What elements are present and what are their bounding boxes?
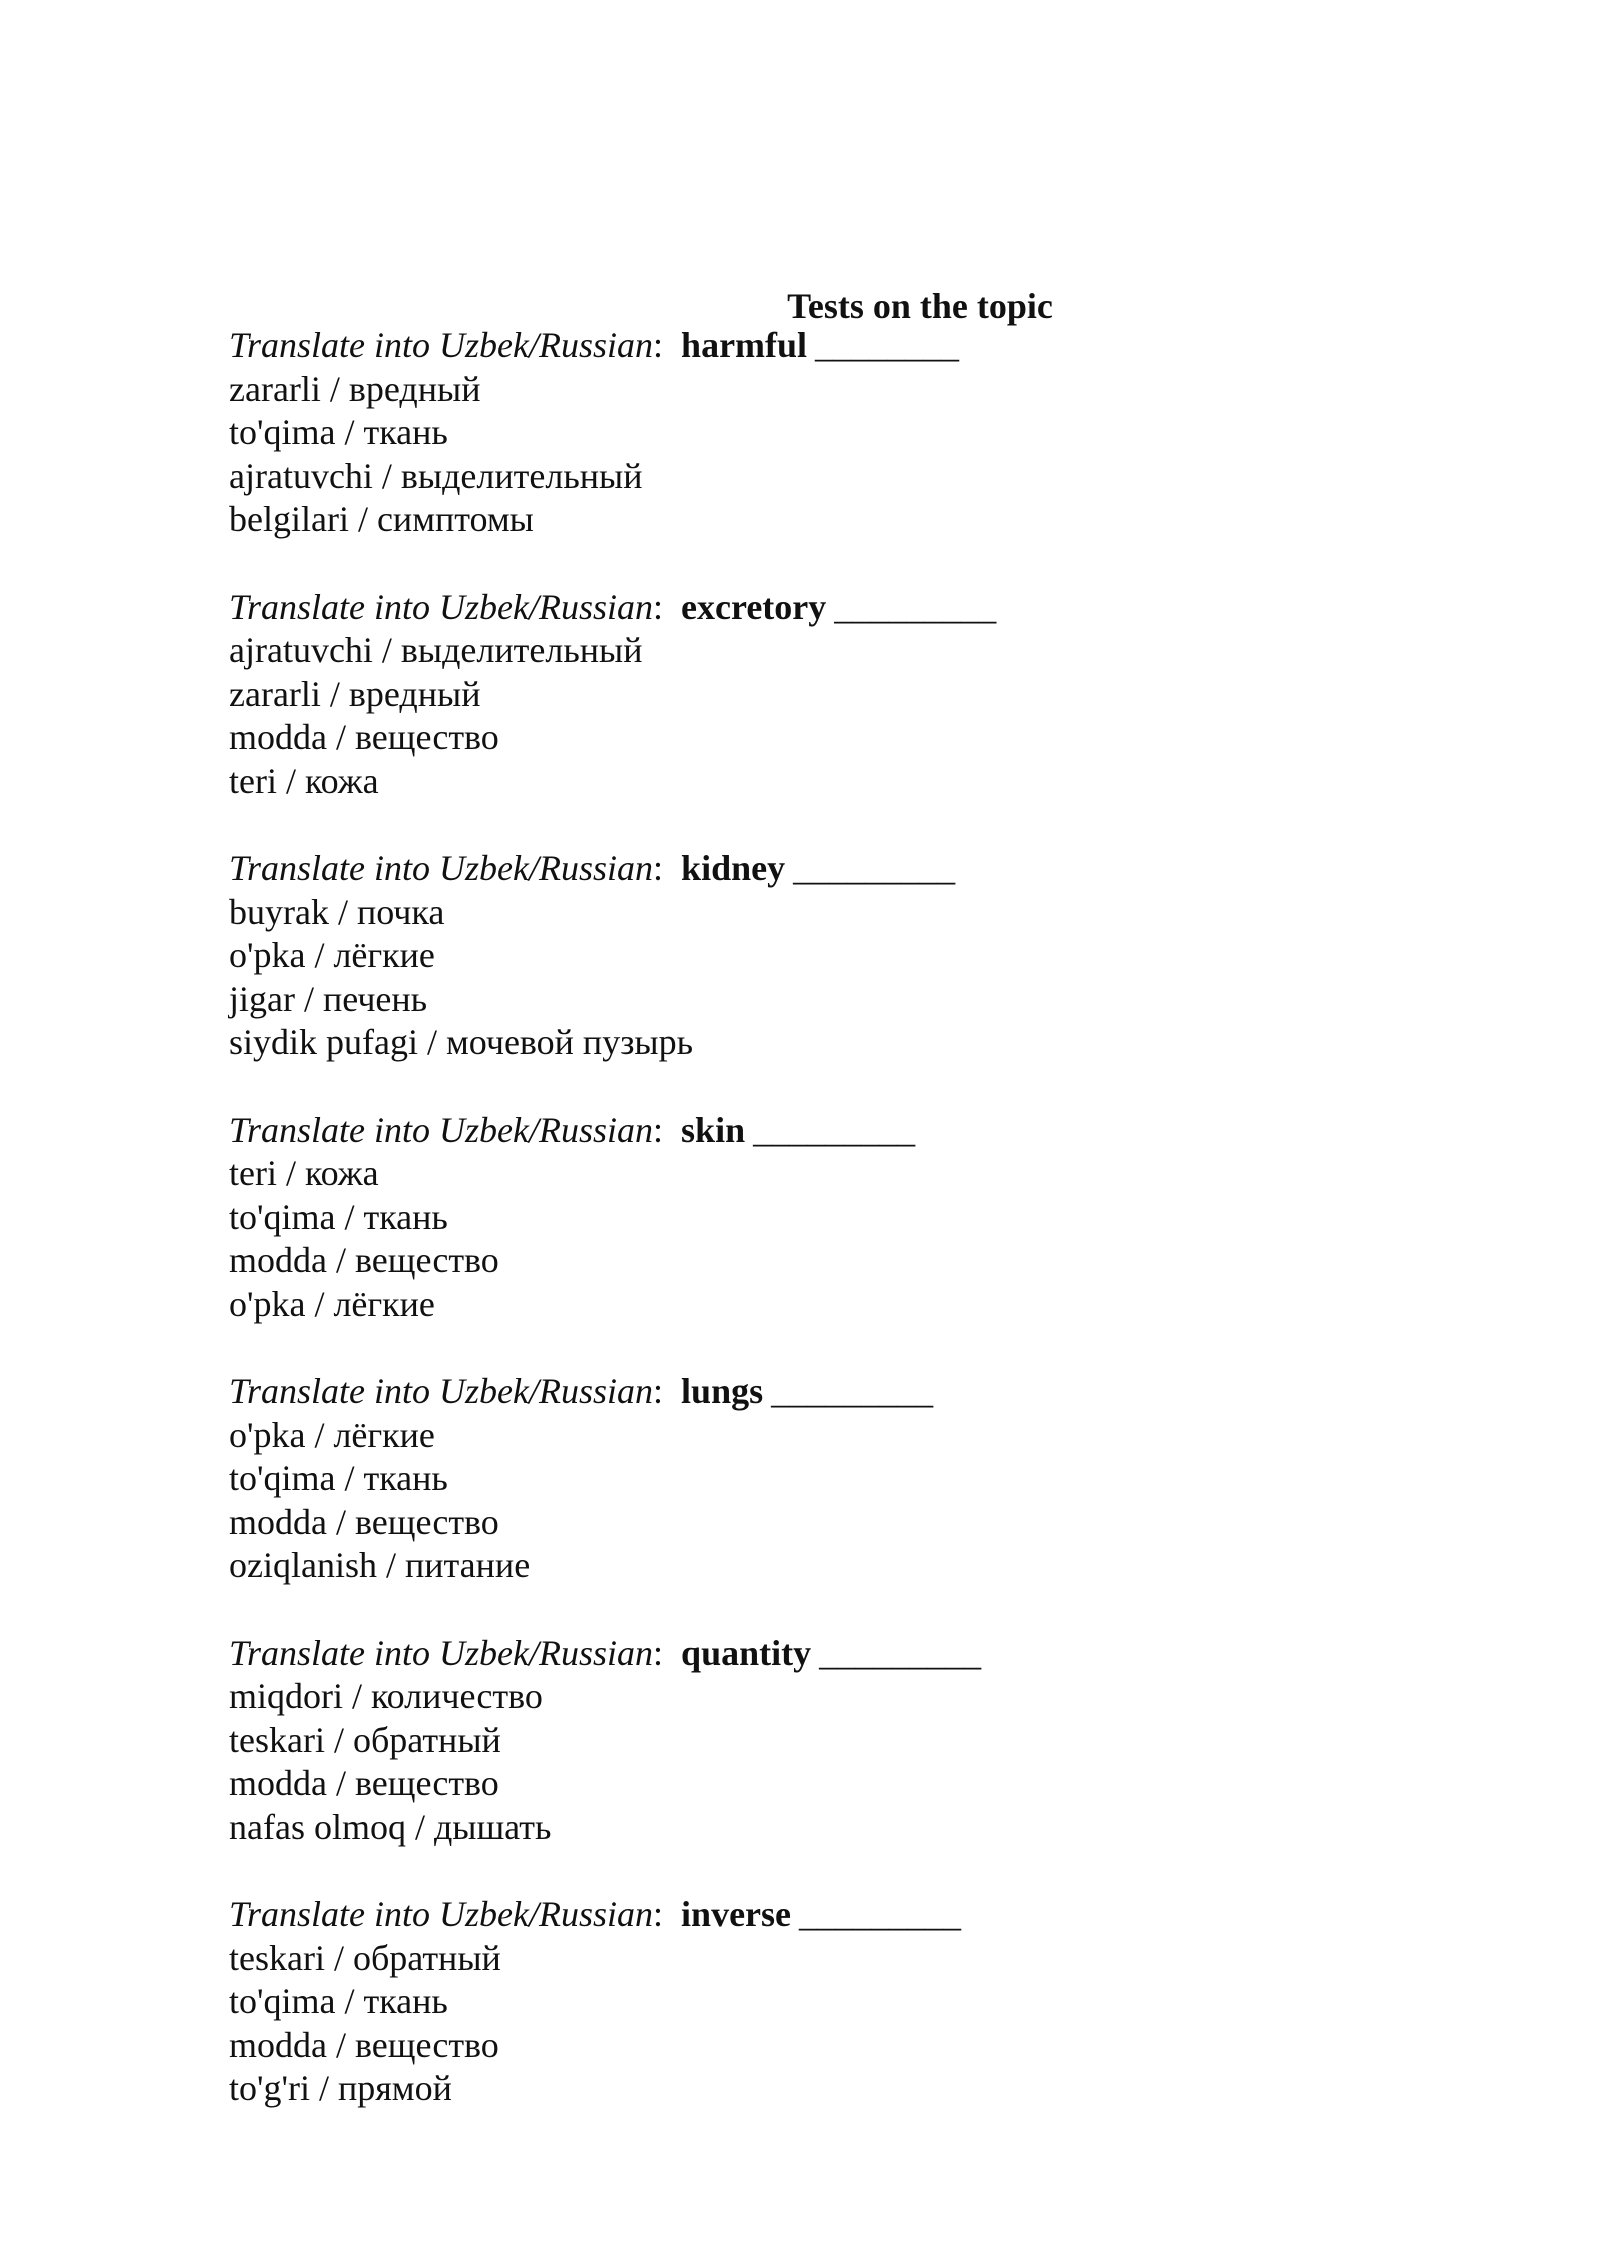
question-block (229, 1893, 1429, 2111)
answer-option: o'pka / лёгкие (229, 935, 435, 975)
answer-option: o'pka / лёгкие (229, 1414, 435, 1455)
answer-option: to'qima / ткань (229, 1458, 448, 1498)
prompt-colon: : (653, 1109, 664, 1150)
question-block (229, 1632, 1429, 1850)
answer-option: miqdori / количество (229, 1676, 543, 1716)
question-term: skin (681, 1109, 746, 1150)
answer-option: modda / вещество (229, 2024, 499, 2065)
question-header (229, 1109, 1429, 1153)
question-term: kidney (681, 848, 786, 888)
question-term: harmful (681, 325, 808, 365)
question-block (229, 1370, 1429, 1588)
answer-option: belgilari / симптомы (229, 499, 534, 539)
answer-option: teri / кожа (229, 1153, 379, 1193)
answer-option: nafas olmoq / дышать (229, 1806, 552, 1847)
answer-blank: ________ (815, 325, 960, 365)
answer-option: to'qima / ткань (229, 1196, 448, 1237)
answer-option: to'qima / ткань (229, 412, 448, 452)
question-prompt: Translate into Uzbek/Russian (229, 1109, 654, 1150)
question-term: excretory (681, 586, 827, 627)
answer-option: siydik pufagi / мочевой пузырь (229, 1022, 694, 1062)
question-term: inverse (681, 1894, 792, 1934)
answer-option: zararli / вредный (229, 673, 481, 714)
question-block (229, 586, 1429, 804)
answer-option: to'qima / ткань (229, 1981, 448, 2021)
prompt-colon: : (653, 1894, 664, 1934)
question-prompt: Translate into Uzbek/Russian (229, 1632, 654, 1673)
answer-blank: _________ (834, 586, 997, 627)
prompt-colon: : (653, 325, 664, 365)
answer-blank: _________ (771, 1371, 934, 1411)
answer-option: ajratuvchi / выделительный (229, 630, 643, 670)
answer-option: ajratuvchi / выделительный (229, 455, 643, 496)
answer-option: modda / вещество (229, 717, 499, 757)
question-prompt: Translate into Uzbek/Russian (229, 1894, 654, 1934)
answer-blank: _________ (753, 1109, 916, 1150)
question-prompt: Translate into Uzbek/Russian (229, 586, 654, 627)
answer-option: modda / вещество (229, 1763, 499, 1803)
question-prompt: Translate into Uzbek/Russian (229, 848, 654, 888)
prompt-colon: : (653, 1371, 664, 1411)
answer-blank: _________ (793, 848, 956, 888)
answer-blank: _________ (799, 1894, 962, 1934)
answer-option: jigar / печень (229, 978, 428, 1019)
answer-option: o'pka / лёгкие (229, 1283, 435, 1324)
answer-option: modda / вещество (229, 1240, 499, 1280)
answer-option: to'g'ri / прямой (229, 2068, 452, 2108)
question-list (229, 324, 1429, 2155)
question-header (229, 1370, 1429, 1414)
question-header (229, 586, 1429, 630)
answer-option: modda / вещество (229, 1501, 499, 1542)
question-term: quantity (681, 1632, 812, 1673)
question-block (229, 1109, 1429, 1327)
answer-option: buyrak / почка (229, 891, 445, 932)
page-title: Tests on the topic (787, 286, 1053, 326)
question-prompt: Translate into Uzbek/Russian (229, 1371, 654, 1411)
answer-option: teskari / обратный (229, 1937, 501, 1978)
answer-option: teskari / обратный (229, 1719, 501, 1760)
question-header (229, 324, 1429, 368)
answer-option: teri / кожа (229, 760, 379, 801)
prompt-colon: : (653, 848, 664, 888)
question-header (229, 847, 1429, 891)
question-term: lungs (681, 1371, 764, 1411)
prompt-colon: : (653, 586, 664, 627)
answer-blank: _________ (819, 1632, 982, 1673)
prompt-colon: : (653, 1632, 664, 1673)
question-block (229, 847, 1429, 1065)
question-block (229, 324, 1429, 542)
question-prompt: Translate into Uzbek/Russian (229, 325, 654, 365)
answer-option: zararli / вредный (229, 368, 481, 409)
answer-option: oziqlanish / питание (229, 1545, 531, 1585)
question-header (229, 1632, 1429, 1676)
question-header (229, 1893, 1429, 1937)
